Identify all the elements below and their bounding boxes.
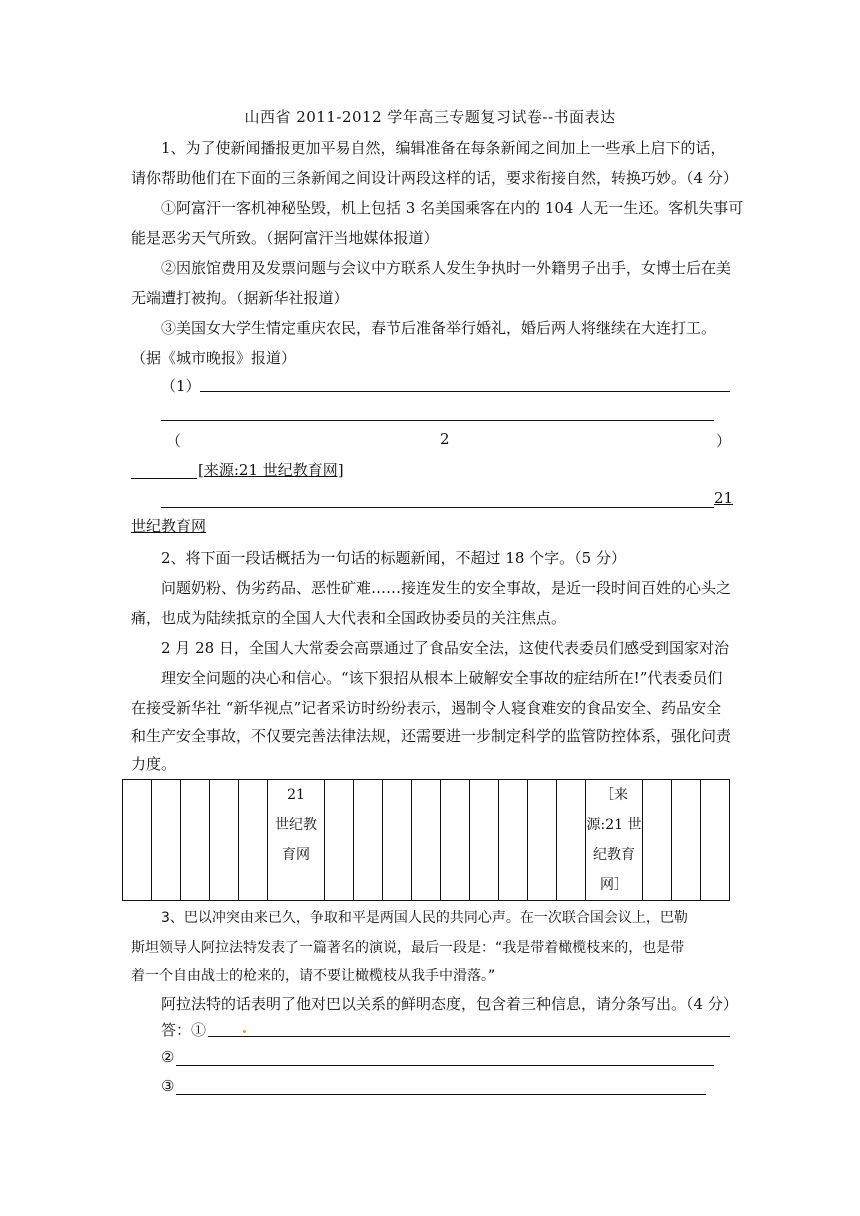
- marker-dot: [243, 1030, 246, 1033]
- watermark-21: 21: [714, 489, 734, 507]
- q2-p2-line2: 理安全问题的决心和信心。“该下狠招从根本上破解安全事故的症结所在!”代表委员们: [161, 669, 723, 687]
- q3-answer2-label: ②: [161, 1048, 175, 1066]
- grid-cell[interactable]: [643, 780, 672, 901]
- q2-p1-line1: 问题奶粉、伪劣药品、恶性矿难……接连发生的安全事故，是近一段时间百姓的心头之: [161, 579, 732, 597]
- q3-answer3-label: ③: [161, 1077, 175, 1095]
- answer2-open: （: [166, 432, 182, 450]
- q2-p2-line3: 在接受新华社 “新华视点”记者采访时纷纷表示，遏制令人寝食难安的食品安全、药品安全: [131, 699, 722, 717]
- grid-cell[interactable]: [441, 780, 470, 901]
- q1-news2-line1: ②因旅馆费用及发票问题与会议中方联系人发生争执时一外籍男子出手，女博士后在美: [161, 259, 732, 277]
- q3-answer1-line[interactable]: [208, 1036, 730, 1037]
- grid-cell[interactable]: [239, 780, 268, 901]
- q3-stem-line3: 着一个自由战士的枪来的，请不要让橄榄枝从我手中滑落。”: [131, 968, 496, 984]
- answer1-line2[interactable]: [161, 420, 714, 421]
- q3-question: 阿拉法特的话表明了他对巴以关系的鲜明态度，包含着三种信息，请分条写出。（4 分）: [161, 995, 738, 1013]
- q2-p1-line2: 痛，也成为陆续抵京的全国人大代表和全国政协委员的关注焦点。: [131, 609, 567, 627]
- q2-p2-line1: 2 月 28 日，全国人大常委会高票通过了食品安全法，这使代表委员们感受到国家对治: [161, 639, 729, 657]
- grid-cell[interactable]: [528, 780, 557, 901]
- answer1-label: （1）: [161, 377, 201, 395]
- grid-cell[interactable]: [672, 780, 701, 901]
- grid-cell[interactable]: [354, 780, 383, 901]
- q1-news1-line1: ①阿富汗一客机神秘坠毁，机上包括 3 名美国乘客在内的 104 人无一生还。客机失事可: [161, 199, 744, 217]
- grid-watermark-b-line1: ［来: [600, 787, 628, 803]
- q1-stem-line1: 1、为了使新闻播报更加平易自然，编辑准备在每条新闻之间加上一些承上启下的话，: [161, 139, 726, 157]
- grid-cell-watermark-b[interactable]: [586, 780, 643, 901]
- grid-cell[interactable]: [123, 780, 152, 901]
- grid-watermark-b-line4: 网］: [600, 877, 628, 893]
- q1-news2-line2: 无端遭打被拘。（据新华社报道）: [131, 289, 349, 307]
- answer2-line-lead[interactable]: [131, 478, 197, 479]
- grid-cell[interactable]: [412, 780, 441, 901]
- grid-cell[interactable]: [210, 780, 239, 901]
- grid-cell-watermark-a[interactable]: [268, 780, 325, 901]
- q2-p2-line5: 力度。: [131, 755, 177, 773]
- q1-news3-line2: （据《城市晚报》报道）: [131, 349, 297, 367]
- answer2-line[interactable]: [161, 507, 714, 508]
- answer2-number: 2: [440, 430, 450, 448]
- page-title: 山西省 2011-2012 学年高三专题复习试卷--书面表达: [244, 108, 616, 126]
- q2-stem: 2、将下面一段话概括为一句话的标题新闻，不超过 18 个字。（5 分）: [161, 549, 626, 567]
- q3-stem-line2: 斯坦领导人阿拉法特发表了一篇著名的演说，最后一段是：“我是带着橄榄枝来的，也是带: [131, 940, 685, 956]
- grid-watermark-b-line3: 纪教育: [593, 847, 635, 863]
- answer2-close: ）: [716, 432, 732, 450]
- watermark-text: 世纪教育网: [131, 517, 207, 535]
- source-tag: [来源:21 世纪教育网]: [198, 461, 344, 479]
- grid-cell[interactable]: [181, 780, 210, 901]
- q3-answer2-line[interactable]: [176, 1065, 714, 1066]
- q1-news3-line1: ③美国女大学生情定重庆农民，春节后准备举行婚礼，婚后两人将继续在大连打工。: [161, 319, 717, 337]
- grid-watermark-a-line1: 21: [287, 787, 305, 803]
- answer1-line[interactable]: [200, 391, 730, 392]
- grid-cell[interactable]: [701, 780, 730, 901]
- grid-cell[interactable]: [470, 780, 499, 901]
- grid-cell[interactable]: [499, 780, 528, 901]
- grid-cell[interactable]: [152, 780, 181, 901]
- q2-p2-line4: 和生产安全事故，不仅要完善法律法规，还需要进一步制定科学的监管防控体系，强化问责: [131, 727, 732, 745]
- grid-watermark-b-line2: 源:21 世: [586, 817, 642, 833]
- q3-stem-line1: 3、巴以冲突由来已久，争取和平是两国人民的共同心声。在一次联合国会议上，巴勒: [161, 910, 688, 926]
- q1-news1-line2: 能是恶劣天气所致。（据阿富汗当地媒体报道）: [131, 229, 439, 247]
- grid-cell[interactable]: [383, 780, 412, 901]
- answer-grid: [122, 779, 730, 901]
- q1-stem-line2: 请你帮助他们在下面的三条新闻之间设计两段这样的话，要求衔接自然，转换巧妙。（4 分）: [131, 169, 738, 187]
- q3-answer1-label: 答：①: [161, 1021, 207, 1039]
- grid-watermark-a-line2: 世纪教: [275, 817, 317, 833]
- grid-cell[interactable]: [325, 780, 354, 901]
- grid-watermark-a-line3: 育网: [282, 847, 310, 863]
- grid-cell[interactable]: [557, 780, 586, 901]
- q3-answer3-line[interactable]: [176, 1094, 706, 1095]
